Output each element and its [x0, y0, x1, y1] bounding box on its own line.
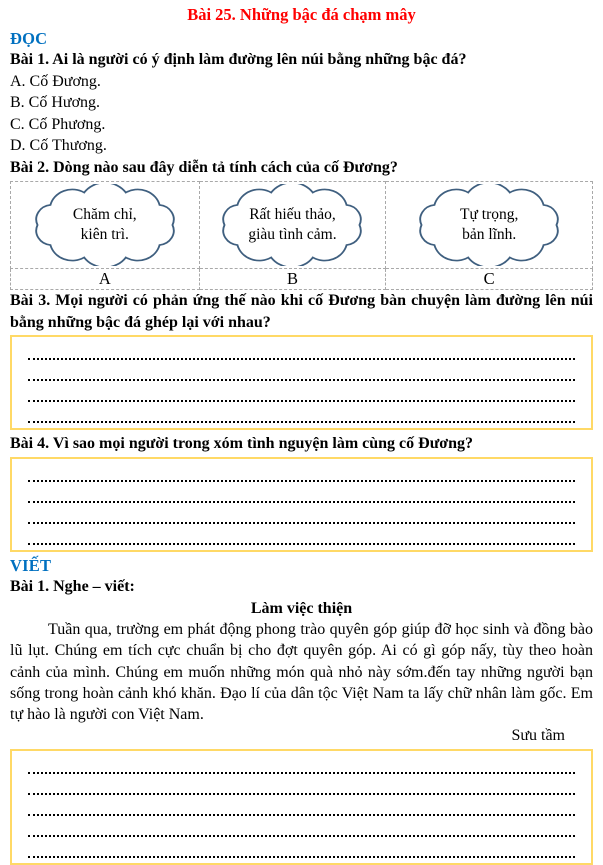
cloud-label-b: B [199, 269, 386, 290]
cloud-a-text [30, 184, 180, 266]
option-d: D. Cố Thương. [10, 137, 107, 154]
cloud-text-line: Tự trọng, [460, 206, 519, 223]
answer-line [28, 402, 575, 423]
section-heading-doc: ĐỌC [10, 28, 48, 48]
cloud-b-text [217, 184, 367, 266]
cloud-label-a: A [11, 269, 200, 290]
cloud-cell-c [386, 182, 593, 269]
option-b: B. Cố Hương. [10, 94, 101, 111]
exercise-label-nghe-viet: Bài 1. Nghe – viết: [10, 578, 135, 595]
answer-line [28, 503, 575, 524]
section-heading-viet: VIẾT [10, 555, 52, 575]
answer-line [28, 795, 575, 816]
answer-line [28, 339, 575, 360]
dictation-passage: Tuần qua, trường em phát động phong trào quyên góp giúp đỡ học sinh và đồng bào lũ lụt. Chúng em tích cực chuẩn bị cho đợt quyên góp. Ai có gì góp nấy, tùy theo hoàn cảnh của mình. Chúng em muốn những món quà nhỏ này sớm.đến tay những người bạn sống trong hoàn cảnh khó khăn. Đạo lí của dân tộc Việt Nam ta lấy chữ nhân làm gốc. Em tự hào là người con Việt Nam. [10, 621, 593, 724]
question-bai2: Bài 2. Dòng nào sau đây diễn tả tính cách của cố Đương? [10, 158, 398, 176]
answer-line [28, 774, 575, 795]
cloud-choices-table [10, 181, 593, 290]
cloud-text-line: kiên trì. [80, 226, 129, 243]
cloud-text-line: Rất hiếu thảo, [249, 206, 336, 223]
answer-line [28, 360, 575, 381]
answer-line [28, 461, 575, 482]
cloud-label-c: C [386, 269, 593, 290]
answer-box-bai3 [10, 335, 593, 430]
page-title: Bài 25. Những bậc đá chạm mây [187, 5, 416, 24]
cloud-text-line: Chăm chỉ, [72, 206, 137, 223]
answer-line [28, 837, 575, 858]
question-bai3: Bài 3. Mọi người có phản ứng thế nào khi cố Đương bàn chuyện làm đường lên núi bằng những bậc đá ghép lại với nhau? [10, 292, 593, 331]
cloud-c [414, 184, 564, 266]
option-c: C. Cố Phương. [10, 115, 106, 133]
cloud-cell-a [11, 182, 200, 269]
answer-line [28, 524, 575, 545]
question-bai4: Bài 4. Vì sao mọi người trong xóm tình nguyện làm cùng cố Đương? [10, 435, 474, 452]
answer-box-bai4 [10, 457, 593, 552]
answer-line [28, 482, 575, 503]
answer-line [28, 753, 575, 774]
answer-line [28, 381, 575, 402]
answer-line [28, 816, 575, 837]
cloud-text-line: bản lĩnh. [462, 226, 517, 243]
cloud-c-text [414, 184, 564, 266]
option-a: A. Cố Đương. [10, 72, 101, 90]
cloud-text-line: giàu tình cảm. [248, 226, 337, 243]
cloud-cell-b [199, 182, 386, 269]
cloud-b [217, 184, 367, 266]
passage-title: Làm việc thiện [250, 599, 353, 617]
passage-source: Sưu tầm [511, 727, 565, 745]
answer-box-nghe-viet [10, 749, 593, 865]
cloud-a [30, 184, 180, 266]
question-bai1: Bài 1. Ai là người có ý định làm đường lên núi bằng những bậc đá? [10, 51, 467, 68]
